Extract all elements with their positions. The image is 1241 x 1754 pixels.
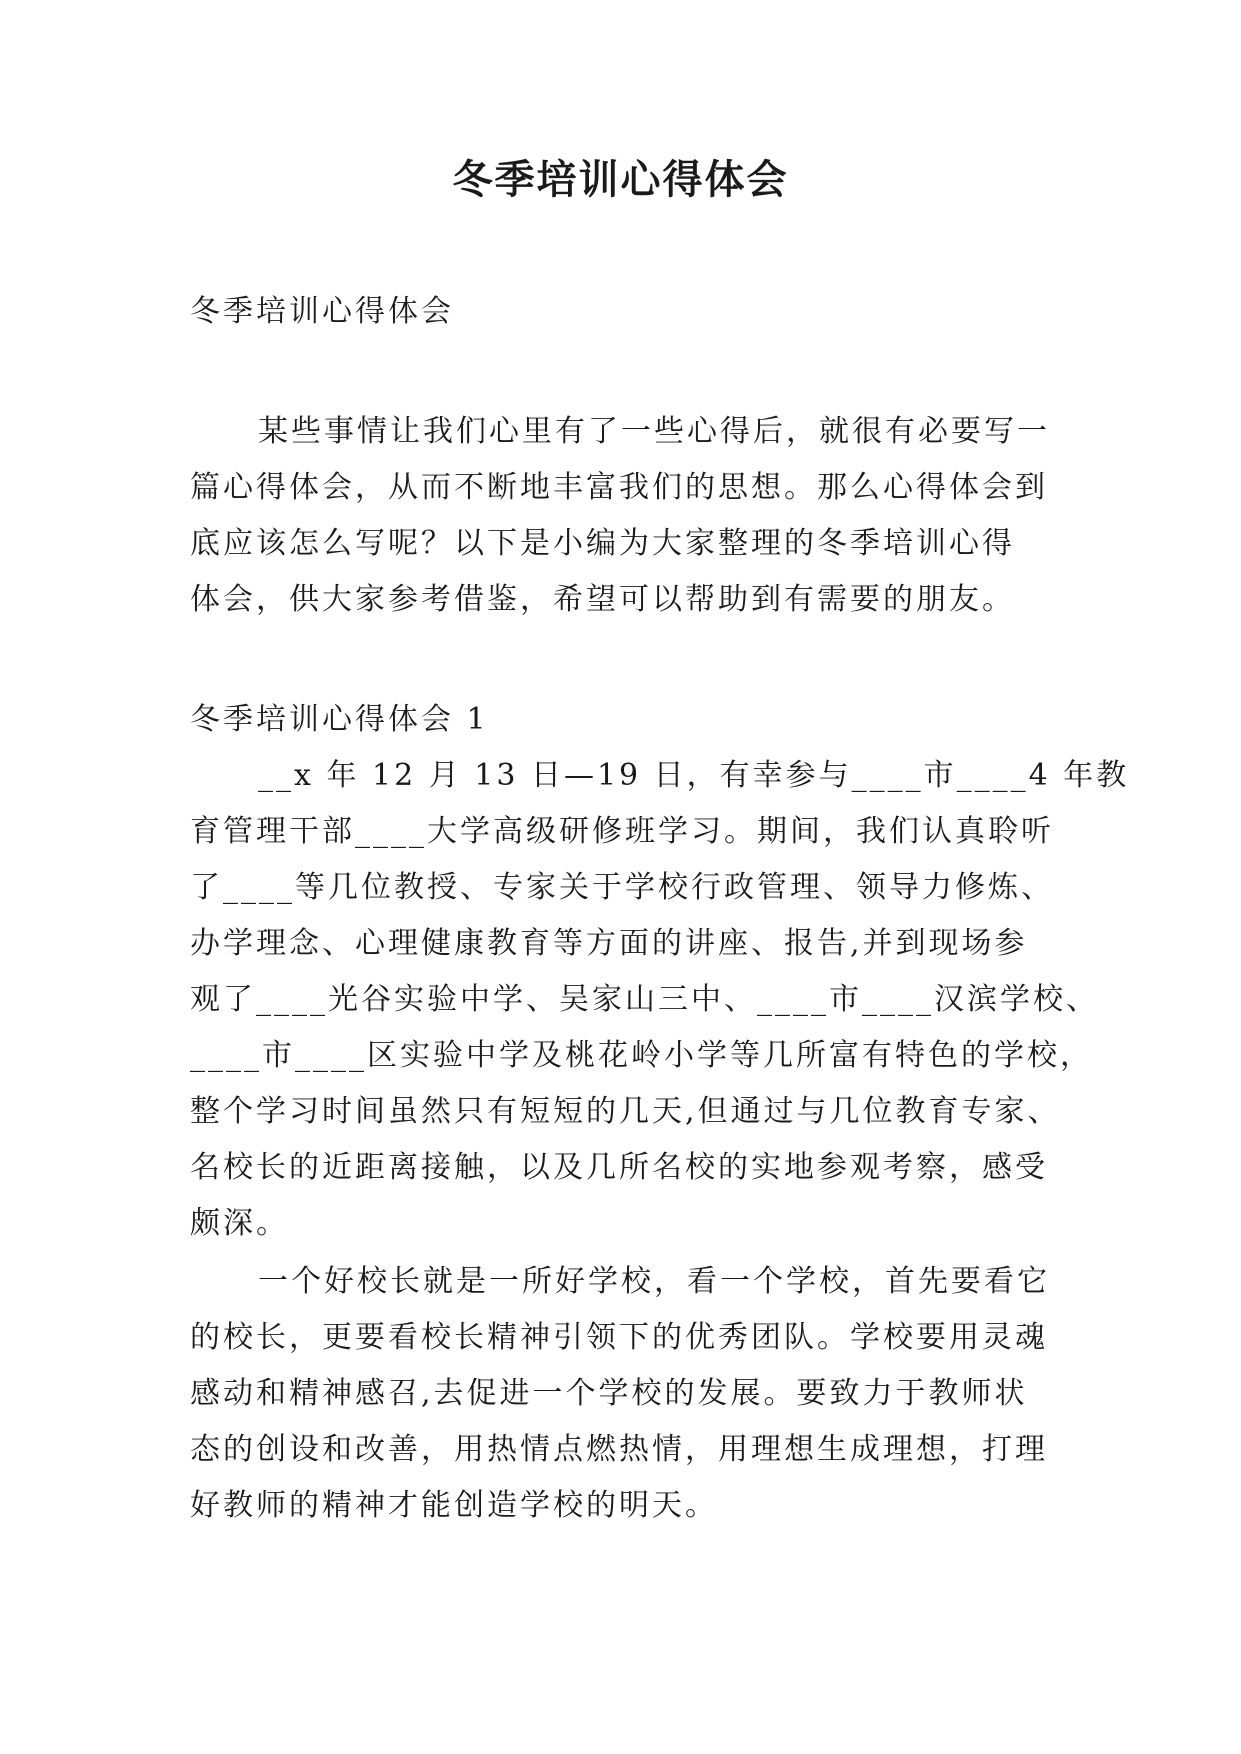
document-subtitle: 冬季培训心得体会 [190,294,454,329]
paragraph-line: 感动和精神感召,去促进一个学校的发展。要致力于教师状 [190,1376,1028,1411]
paragraph-line: 育管理干部____大学高级研修班学习。期间，我们认真聆听 [190,814,1054,849]
paragraph-line: 态的创设和改善，用热情点燃热情，用理想生成理想，打理 [190,1432,1048,1467]
paragraph-line: ____市____区实验中学及桃花岭小学等几所富有特色的学校， [190,1038,1093,1073]
paragraph-line: 观了____光谷实验中学、吴家山三中、____市____汉滨学校、 [190,982,1099,1017]
section-heading: 冬季培训心得体会 1 [190,702,489,737]
paragraph-line: 颇深。 [190,1206,289,1241]
paragraph-line: 办学理念、心理健康教育等方面的讲座、报告,并到现场参 [190,926,1028,961]
intro-line: 某些事情让我们心里有了一些心得后，就很有必要写一 [258,414,1050,449]
paragraph-line: 了____等几位教授、专家关于学校行政管理、领导力修炼、 [190,870,1054,905]
intro-line: 体会，供大家参考借鉴，希望可以帮助到有需要的朋友。 [190,582,1015,617]
paragraph-line: 整个学习时间虽然只有短短的几天,但通过与几位教育专家、 [190,1094,1061,1129]
document-title: 冬季培训心得体会 [452,157,789,203]
intro-line: 篇心得体会，从而不断地丰富我们的思想。那么心得体会到 [190,470,1048,505]
paragraph-line: 名校长的近距离接触，以及几所名校的实地参观考察，感受 [190,1150,1048,1185]
paragraph-line: 的校长，更要看校长精神引领下的优秀团队。学校要用灵魂 [190,1320,1048,1355]
paragraph-line: 好教师的精神才能创造学校的明天。 [190,1488,718,1523]
paragraph-line: __x 年 12 月 13 日—19 日，有幸参与____市____4 年教 [258,758,1130,793]
intro-line: 底应该怎么写呢？以下是小编为大家整理的冬季培训心得 [190,526,1015,561]
paragraph-line: 一个好校长就是一所好学校，看一个学校，首先要看它 [258,1264,1050,1299]
